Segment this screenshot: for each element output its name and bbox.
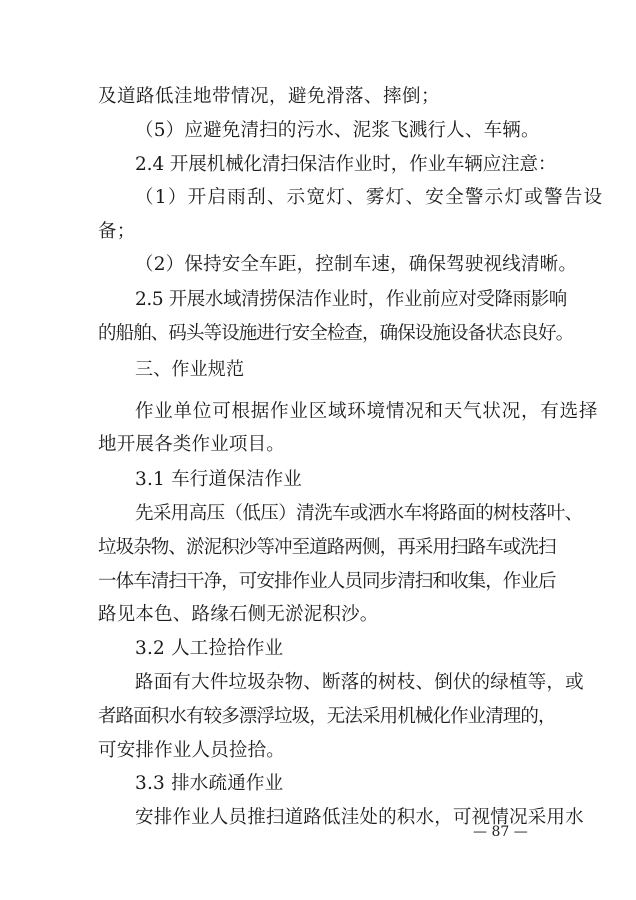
text-line-14: 垃圾杂物、淤泥积沙等冲至道路两侧，再采用扫路车或洗扫: [98, 537, 556, 558]
page-number: — 87 —: [473, 824, 528, 840]
text-line-19: 者路面积水有较多漂浮垃圾，无法采用机械化作业清理的，: [98, 706, 556, 727]
section-heading: 三、作业规范: [135, 359, 245, 380]
text-line-2: （5）应避免清扫的污水、泥浆飞溅行人、车辆。: [135, 120, 540, 141]
subheading-3-1: 3.1 车行道保洁作业: [135, 469, 303, 490]
text-line-1: 及道路低洼地带情况，避免滑落、摔倒；: [98, 86, 441, 107]
text-line-5: 备；: [98, 221, 136, 242]
text-line-3: 2.4 开展机械化清扫保洁作业时，作业车辆应注意：: [135, 154, 557, 175]
text-line-16: 路见本色、路缘石侧无淤泥积沙。: [98, 604, 379, 625]
text-line-13: 先采用高压（低压）清洗车或洒水车将路面的树枝落叶、: [135, 503, 583, 524]
text-line-18: 路面有大件垃圾杂物、断落的树枝、倒伏的绿植等，或: [135, 672, 584, 693]
text-line-15: 一体车清扫干净，可安排作业人员同步清扫和收集，作业后: [98, 571, 556, 592]
text-line-22: 安排作业人员推扫道路低洼处的积水，可视情况采用水: [135, 807, 584, 828]
text-line-7: 2.5 开展水域清捞保洁作业时，作业前应对受降雨影响: [135, 289, 567, 310]
text-line-10: 作业单位可根据作业区域环境情况和天气状况，有选择: [135, 401, 599, 422]
text-line-4: （1）开启雨刮、示宽灯、雾灯、安全警示灯或警告设: [135, 187, 604, 208]
text-line-8: 的船舶、码头等设施进行安全检查，确保设施设备状态良好。: [98, 323, 574, 344]
text-line-6: （2）保持安全车距，控制车速，确保驾驶视线清晰。: [135, 254, 578, 275]
subheading-3-3: 3.3 排水疏通作业: [135, 773, 284, 794]
text-line-11: 地开展各类作业项目。: [98, 434, 286, 455]
subheading-3-2: 3.2 人工捡拾作业: [135, 638, 284, 659]
text-line-20: 可安排作业人员捡拾。: [98, 740, 286, 761]
